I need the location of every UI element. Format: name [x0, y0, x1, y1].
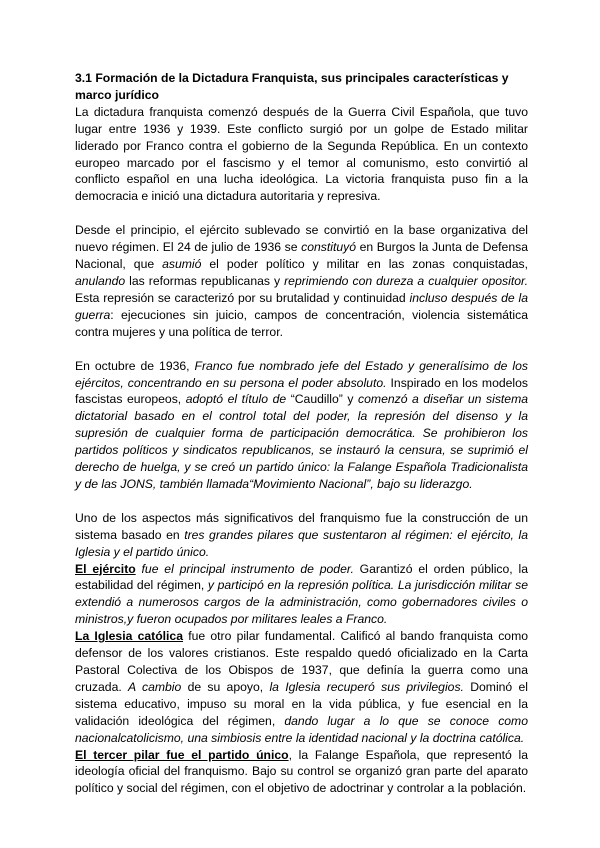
pillar-heading: El ejército [75, 561, 136, 576]
text-run: “Caudillo” y [286, 392, 359, 407]
text-run: en Burgos la Junta de Defensa Nacional, que [75, 240, 528, 272]
italic-run: fue el principal instrumento de poder. [135, 561, 354, 576]
text-run: Garantizó el orden público, la estabilidad del régimen, [75, 561, 528, 593]
italic-run: incluso después de la guerra [75, 290, 528, 322]
text-run: las reformas republicanas y [125, 273, 285, 288]
italic-run: comenzó a diseñar un sistema dictatorial basado en el control total del poder, la represión del disenso y la supresión de cualquier forma de participación democrática. Se prohibieron los partidos políticos y sindicatos republicanos, se instauró la censura, se suprimió el derecho de huelga, y se creó un partido único: la Falange Española Tradicionalista y de las JONS, también llamada“Movimiento Nacional”, bajo su liderazgo. [75, 392, 529, 491]
section-title: 3.1 Formación de la Dictadura Franquista, sus principales características y marco jurídico [75, 71, 509, 102]
paragraph-origins: La dictadura franquista comenzó después de la Guerra Civil Española, que tuvo lugar entre 1936 y 1939. Este conflicto surgió por un golpe de Estado militar liderado por Franco contra el gobierno de la Segunda República. En un contexto europeo marcado por el fascismo y el temor al comunismo, esto convirtió al conflicto español en una lucha ideológica. La victoria franquista puso fin a la democracia e inició una dictadura autoritaria y represiva. [75, 104, 528, 204]
italic-run: la Iglesia recuperó sus privilegios. [269, 679, 464, 694]
paragraph-three-pillars [75, 510, 528, 561]
text-run: Dominó el sistema educativo, impuso su moral en la vida pública, y fue esencial en la validación ideológica del régimen, [75, 679, 528, 728]
paragraph-gap [75, 341, 528, 358]
paragraph-church-pillar [75, 628, 528, 746]
text-run: Desde el principio, el ejército sublevado se convirtió en la base organizativa del nuevo régimen. El 24 de julio de 1936 se [75, 223, 528, 255]
italic-run: reprimiendo con dureza a cualquier opositor. [284, 273, 528, 288]
paragraph-franco-power [75, 358, 528, 493]
text-run: fue otro pilar fundamental. Calificó al bando franquista como defensor de los valores cristianos. Este respaldo quedó oficializado en la Carta Pastoral Colectiva de los Obispos de 1937, que definía la guerra como una cruzada. [75, 629, 528, 694]
paragraph-party-pillar [75, 747, 528, 798]
paragraph-gap [75, 205, 528, 222]
text-run: de su apoyo, [181, 679, 270, 694]
text-run: Uno de los aspectos más significativos del franquismo fue la construcción de un sistema basado en [75, 510, 528, 542]
text-run: Inspirado en los modelos fascistas europeos, [75, 375, 528, 407]
text-run: el poder político y militar en las zonas conquistadas, [201, 257, 528, 272]
paragraph-gap [75, 493, 528, 510]
italic-run: tres grandes pilares que sustentaron al régimen: el ejército, la Iglesia y el partido único. [75, 527, 528, 559]
italic-run: constituyó [301, 240, 356, 255]
italic-run: asumió [162, 257, 202, 272]
italic-run: Franco fue nombrado jefe del Estado y generalísimo de los ejércitos, concentrando en su persona el poder absoluto. [75, 358, 528, 390]
text-run: : ejecuciones sin juicio, campos de concentración, violencia sistemática contra mujeres y una política de terror. [75, 307, 528, 339]
text-run: En octubre de 1936, [75, 358, 195, 373]
italic-run: y participó en la represión política. La jurisdicción militar se extendió a numerosos cargos de la administración, como gobernadores civiles o ministros,y fueron ocupados por militares leales a Franco. [75, 578, 528, 627]
italic-run: A cambio [128, 679, 182, 694]
text-run: , la Falange Española, que representó la ideología oficial del franquismo. Bajo su control se organizó gran parte del aparato político y social del régimen, con el objetivo de adoctrinar y controlar a la población. [75, 747, 528, 796]
text-run: Esta represión se caracterizó por su brutalidad y continuidad [75, 290, 410, 305]
italic-run: anulando [75, 273, 126, 288]
paragraph-army-pillar [75, 561, 528, 629]
document-page [75, 70, 528, 797]
italic-run: adoptó el título de [185, 392, 287, 407]
italic-run: dando lugar a lo que se conoce como nacionalcatolicismo, una simbiosis entre la identidad nacional y la doctrina católica. [75, 713, 528, 745]
pillar-heading: La Iglesia católica [75, 629, 183, 644]
pillar-heading: El tercer pilar fue el partido único [75, 747, 289, 762]
paragraph-army-base [75, 222, 528, 340]
